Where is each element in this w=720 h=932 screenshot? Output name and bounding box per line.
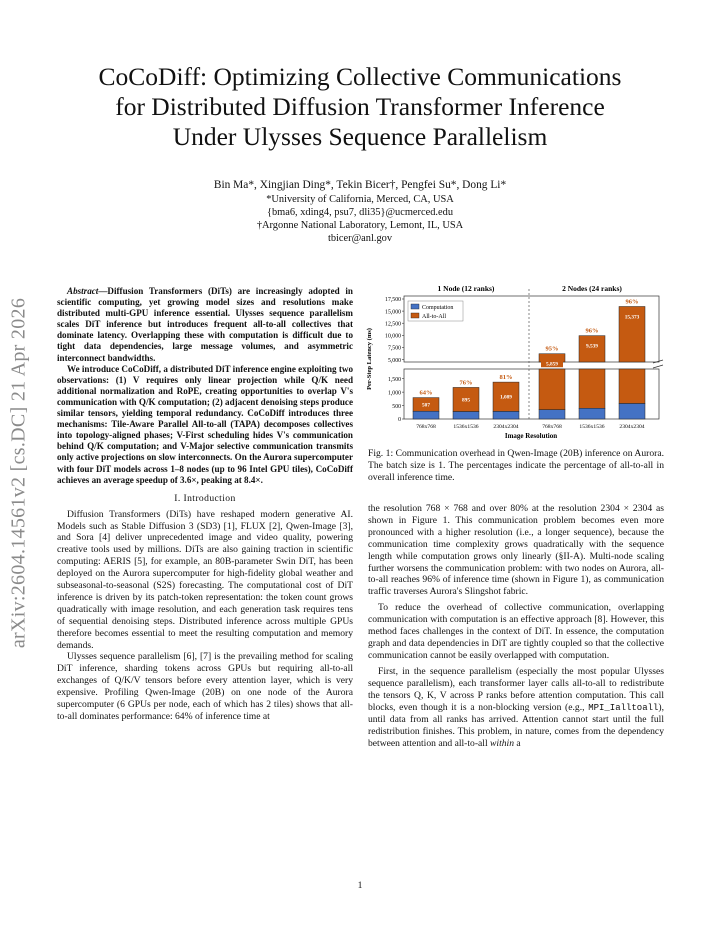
axis-break-mark [653,360,663,368]
y-tick-label: 1,000 [387,390,401,397]
right-paragraph-3-a: First, in the sequence parallelism (especially the most popular Ulysses sequence parallelism), each transformer layer calls all-to-all to redistribute the tensors Q, K, V across P ranks before attention computation. This call blocks, even though it is a non-blocking version (e.g., [368,665,664,713]
paper-title [60,62,660,152]
bar-computation [619,403,645,419]
x-tick-label: 2304x2304 [619,424,645,430]
y-tick-label: 7,500 [387,345,401,352]
x-tick-label: 768x768 [416,424,436,430]
title-line-1: CoCoDiff: Optimizing Collective Communications [98,62,622,91]
arxiv-stamp-text: arXiv:2604.14561v2 [cs.DC] 21 Apr 2026 [7,297,30,649]
bar-percentage-label: 96% [625,298,639,306]
bar-all-to-all-lower [619,369,645,403]
group-label-1-node: 1 Node (12 ranks) [437,284,495,293]
y-tick-label: 500 [392,403,401,410]
y-tick-label: 15,000 [385,309,401,316]
bar-value-label: 5,859 [546,361,558,368]
title-line-2: for Distributed Diffusion Transformer Inference [115,92,605,121]
figure-1-caption: Fig. 1: Communication overhead in Qwen-Image (20B) inference on Aurora. The batch size is 1. The percentages indicate the percentage of all-to-all in overall inference time. [368,448,664,483]
right-paragraph-3 [368,666,664,750]
x-tick-label: 768x768 [542,424,562,430]
code-mpi-ialltoall: MPI_Ialltoall [588,702,659,713]
page-number: 1 [357,880,363,891]
section-heading-introduction: I. Introduction [174,492,236,504]
legend-swatch-all-to-all [411,313,419,318]
right-column [368,503,664,750]
affiliation-argonne: †Argonne National Laboratory, Lemont, IL, USA [256,220,464,231]
bar-value-label: 15,373 [624,314,640,321]
bar-computation [413,411,439,419]
bar-percentage-label: 95% [545,345,559,353]
bar-value-label: 507 [422,402,430,409]
y-tick-label: 1,500 [387,376,401,383]
bar-value-label: 1,089 [500,394,512,401]
bar-computation [493,411,519,419]
email-argonne: tbicer@anl.gov [327,233,393,244]
bar-computation [579,408,605,419]
right-paragraph-2: To reduce the overhead of collective communication, overlapping communication with computation is an effective approach [8]. However, this method faces challenges in the context of DiT. In essence, the computation graph and data dependencies in DiT are tightly coupled so that the collective communication cannot be easily overlapped with computation. [368,602,664,661]
abstract-label: Abstract [67,286,99,296]
affiliation-merced: *University of California, Merced, CA, USA [266,194,454,205]
bar-value-label: 9,539 [586,343,598,350]
y-tick-label: 17,500 [385,297,401,304]
y-tick-label: 5,000 [387,357,401,364]
right-paragraph-1: the resolution 768 × 768 and over 80% at the resolution 2304 × 2304 as shown in Figure 1. This communication problem becomes even more pronounced with a higher resolution (i.e., a longer sequence), because the communication time complexity grows quadratically with the sequence length while computation grows only linearly (§II-A). Multi-node scaling further worsens the communication problem: with two nodes on Aurora, all-to-all reaches 96% of inference time (shown in Figure 1), as communication traffic traverses Aurora's Slingshot fabric. [368,503,664,598]
bar-all-to-all-lower [579,369,605,408]
abstract-paragraph-1 [57,286,353,364]
y-tick-label: 0 [398,417,401,424]
bar-computation [453,411,479,419]
y-tick-label: 12,500 [385,321,401,328]
y-axis-label: Per-Step Latency (ms) [366,328,373,390]
group-label-2-nodes: 2 Nodes (24 ranks) [562,284,622,293]
x-tick-label: 1536x1536 [453,424,479,430]
author-list: Bin Ma*, Xingjian Ding*, Tekin Bicer†, Pengfei Su*, Dong Li* [213,179,507,191]
x-tick-label: 2304x2304 [493,424,519,430]
bar-percentage-label: 81% [499,374,513,382]
right-paragraph-3-b: ), until data from all ranks has arrived. Attention cannot start until the full redistribution finishes. This problem, in nature, comes from the dependency between attention and all-to-all [368,701,664,750]
abstract-paragraph-2: We introduce CoCoDiff, a distributed DiT inference engine exploiting two observations: (1) V requires only linear projection while Q/K need additional normalization and RoPE, creating opportunities to overlap V's communication with Q/K computation; (2) adjacent denoising steps produce similar tensors, yielding temporal redundancy. CoCoDiff introduces three mechanisms: Tile-Aware Parallel All-to-all (TAPA) decomposes collectives into topology-aligned phases; V-First scheduling hides V's communication behind Q/K computation; and V-Major selective communication transmits only active projections on slow interconnects. On the Aurora supercomputer with four DiT models across 1–8 nodes (up to 96 Intel GPU tiles), CoCoDiff achieves an average speedup of 3.6×, peaking at 8.4×. [57,363,353,485]
email-merced: {bma6, xding4, psu7, dli35}@ucmerced.edu [266,207,454,218]
bar-percentage-label: 96% [585,327,599,335]
emphasis-within: within [490,738,515,750]
abstract-text-1: —Diffusion Transformers (DiTs) are increasingly adopted in scientific computing, yet growing model sizes and resolutions make distributed multi-GPU inference essential. Ulysses sequence parallelism scales DiT inference but introduces frequent all-to-all collectives that dominate latency. Overlapping these with computation is difficult due to tight data dependencies, large message volumes, and asymmetric interconnect bandwidths. [57,286,353,363]
bar-all-to-all-lower [539,369,565,410]
figure-1-chart [364,282,664,442]
x-tick-label: 1536x1536 [579,424,605,430]
bar-value-label: 895 [462,397,470,404]
title-line-3: Under Ulysses Sequence Parallelism [172,122,548,151]
legend-label-all-to-all: All-to-All [422,314,446,320]
left-column [57,286,353,723]
bar-percentage-label: 64% [419,389,433,397]
right-paragraph-3-c: a [514,738,521,750]
bar-computation [539,410,565,419]
x-axis-label: Image Resolution [504,432,558,440]
intro-paragraph-1: Diffusion Transformers (DiTs) have reshaped modern generative AI. Models such as Stable Diffusion 3 (SD3) [1], FLUX [2], Qwen-Image [3], and Sora [4] deliver unprecedented image and video quality, powering creative tools used by millions. DiTs are also gaining traction in scientific computing: AERIS [5], for example, an 80B-parameter Swin DiT, has been deployed on the Aurora supercomputer for high-fidelity global weather and subseasonal-to-seasonal (S2S) forecasting. The computational cost of DiT inference is driven by its patch-token representation: the token count grows quadratically with image resolution, and each generation task requires tens of sequential denoising steps. Distributed inference across multiple GPUs therefore becomes essential to meet the resulting computation and memory demands. [57,508,353,651]
y-tick-label: 10,000 [385,333,401,340]
abstract [57,286,353,486]
bar-percentage-label: 76% [459,379,473,387]
legend-label-computation: Computation [422,305,454,311]
intro-paragraph-2: Ulysses sequence parallelism [6], [7] is the prevailing method for scaling DiT inference, sharding tokens across GPUs but requiring all-to-all exchanges of Q/K/V tensors before every attention layer, which is very expensive. Profiling Qwen-Image (20B) on one node of the Aurora supercomputer (6 GPUs per node, each of which has 2 tiles) shows that all-to-all dominates performance: 64% of inference time at [57,651,353,722]
legend-swatch-computation [411,304,419,309]
arxiv-stamp [2,258,36,688]
